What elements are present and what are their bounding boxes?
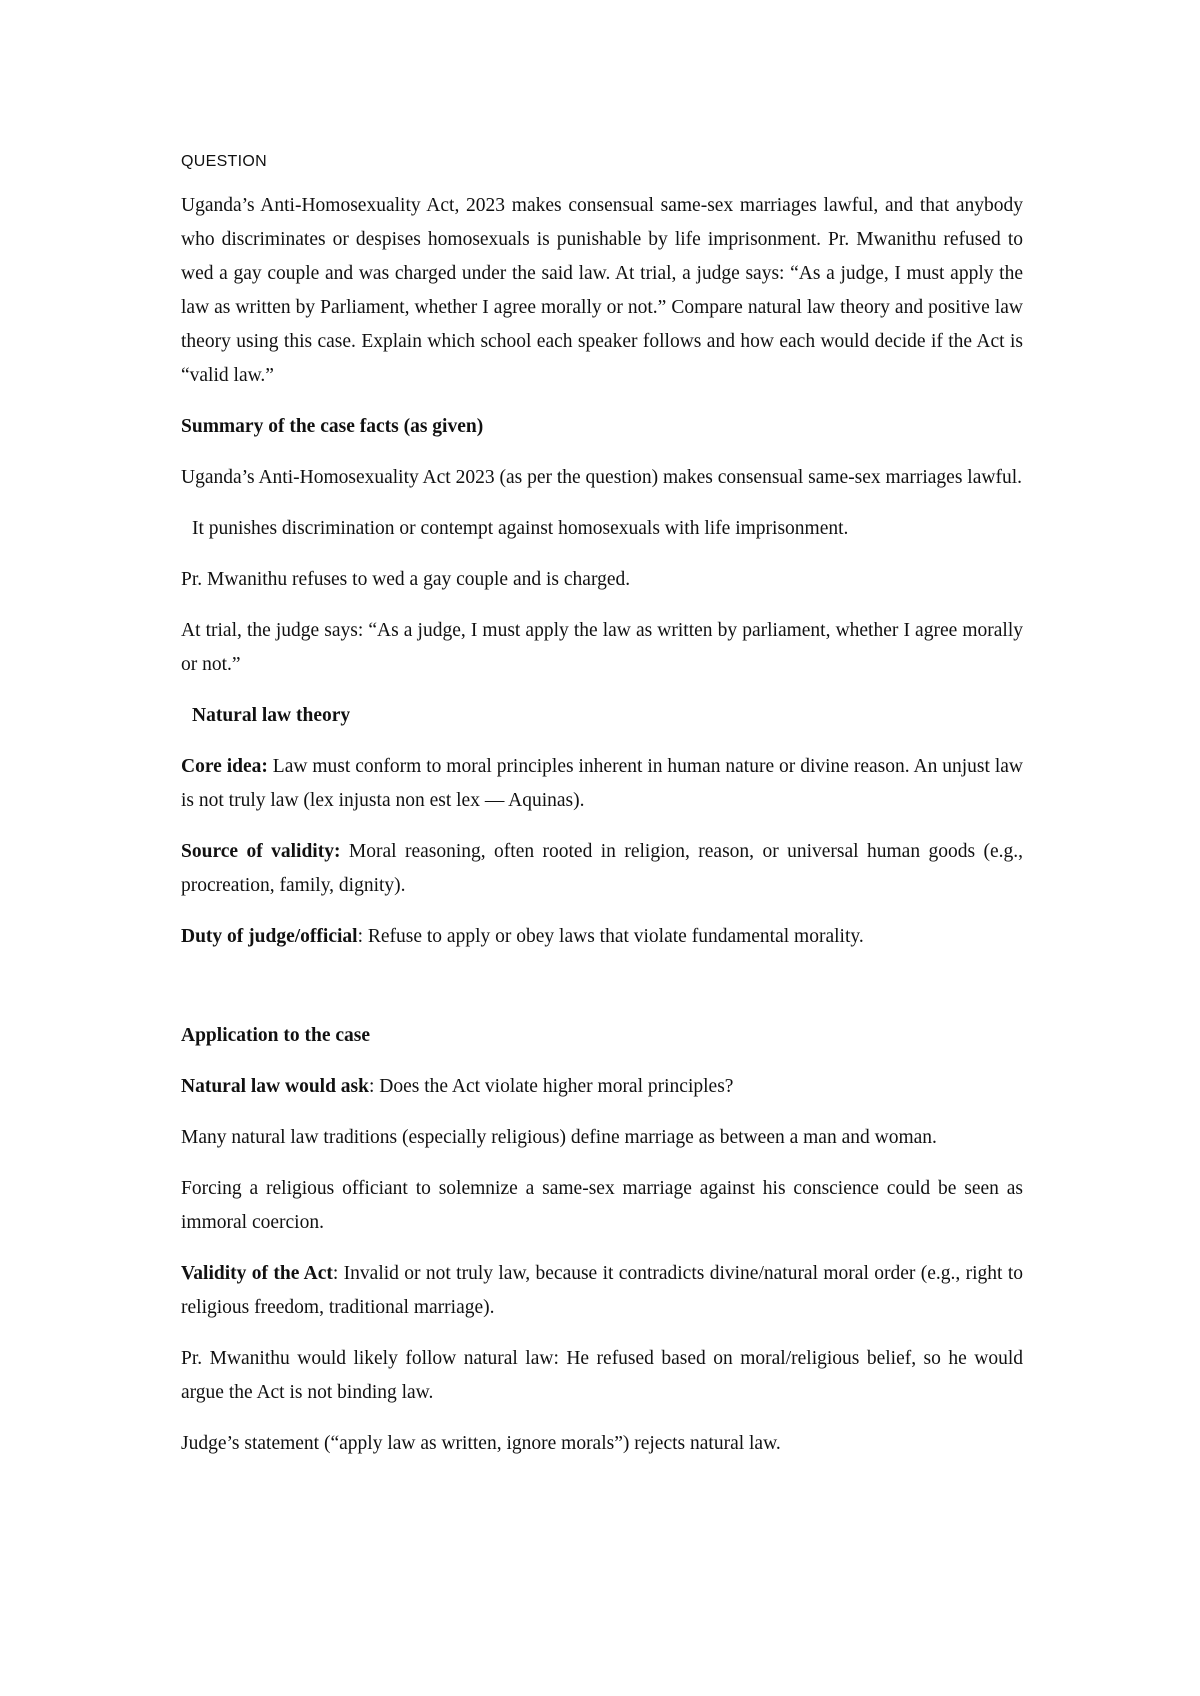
application-paragraph: Forcing a religious officiant to solemnize a same-sex marriage against his conscience could be seen as immoral coercion. <box>181 1178 1023 1233</box>
application-paragraph: Pr. Mwanithu would likely follow natural law: He refused based on moral/religious belief, so he would argue the Act is not binding law. <box>181 1348 1023 1403</box>
application-paragraph: Many natural law traditions (especially religious) define marriage as between a man and woman. <box>181 1127 937 1148</box>
duty-paragraph <box>181 920 1023 954</box>
natural-law-ask-paragraph <box>181 1070 1023 1104</box>
document-page <box>181 150 1023 1478</box>
duty-text: : Refuse to apply or obey laws that violate fundamental morality. <box>357 926 864 947</box>
summary-heading: Summary of the case facts (as given) <box>181 416 484 437</box>
application-paragraph: Judge’s statement (“apply law as written, ignore morals”) rejects natural law. <box>181 1433 781 1454</box>
validity-label: Validity of the Act <box>181 1263 333 1284</box>
source-validity-text: Moral reasoning, often rooted in religion, reason, or universal human goods (e.g., procreation, family, dignity). <box>181 841 1024 896</box>
duty-label: Duty of judge/official <box>181 926 358 947</box>
core-idea-text: Law must conform to moral principles inherent in human nature or divine reason. An unjust law is not truly law (lex injusta non est lex — Aquinas). <box>181 756 1023 811</box>
core-idea-paragraph <box>181 750 1023 818</box>
natural-law-ask-text: : Does the Act violate higher moral principles? <box>369 1076 734 1097</box>
summary-item: It punishes discrimination or contempt against homosexuals with life imprisonment. <box>192 518 849 539</box>
core-idea-label: Core idea: <box>181 756 268 777</box>
question-heading: QUESTION <box>181 153 267 170</box>
summary-item: Uganda’s Anti-Homosexuality Act 2023 (as per the question) makes consensual same-sex marriages lawful. <box>181 467 1022 488</box>
validity-text: : Invalid or not truly law, because it contradicts divine/natural moral order (e.g., right to religious freedom, traditional marriage). <box>181 1263 1023 1318</box>
summary-item: Pr. Mwanithu refuses to wed a gay couple and is charged. <box>181 569 631 590</box>
source-validity-label: Source of validity: <box>181 841 341 862</box>
source-validity-paragraph <box>181 835 1023 903</box>
application-heading: Application to the case <box>181 1025 371 1046</box>
natural-law-ask-label: Natural law would ask <box>181 1076 369 1097</box>
summary-item: At trial, the judge says: “As a judge, I must apply the law as written by parliament, whether I agree morally or not.” <box>181 620 1023 675</box>
validity-paragraph <box>181 1257 1023 1325</box>
natural-law-heading: Natural law theory <box>192 705 351 726</box>
question-text: Uganda’s Anti-Homosexuality Act, 2023 makes consensual same-sex marriages lawful, and that anybody who discriminates or despises homosexuals is punishable by life imprisonment. Pr. Mwanithu refused to wed a gay couple and was charged under the said law. At trial, a judge says: “As a judge, I must apply the law as written by Parliament, whether I agree morally or not.” Compare natural law theory and positive law theory using this case. Explain which school each speaker follows and how each would decide if the Act is “valid law.” <box>181 195 1023 386</box>
blank-line <box>181 971 1023 1019</box>
